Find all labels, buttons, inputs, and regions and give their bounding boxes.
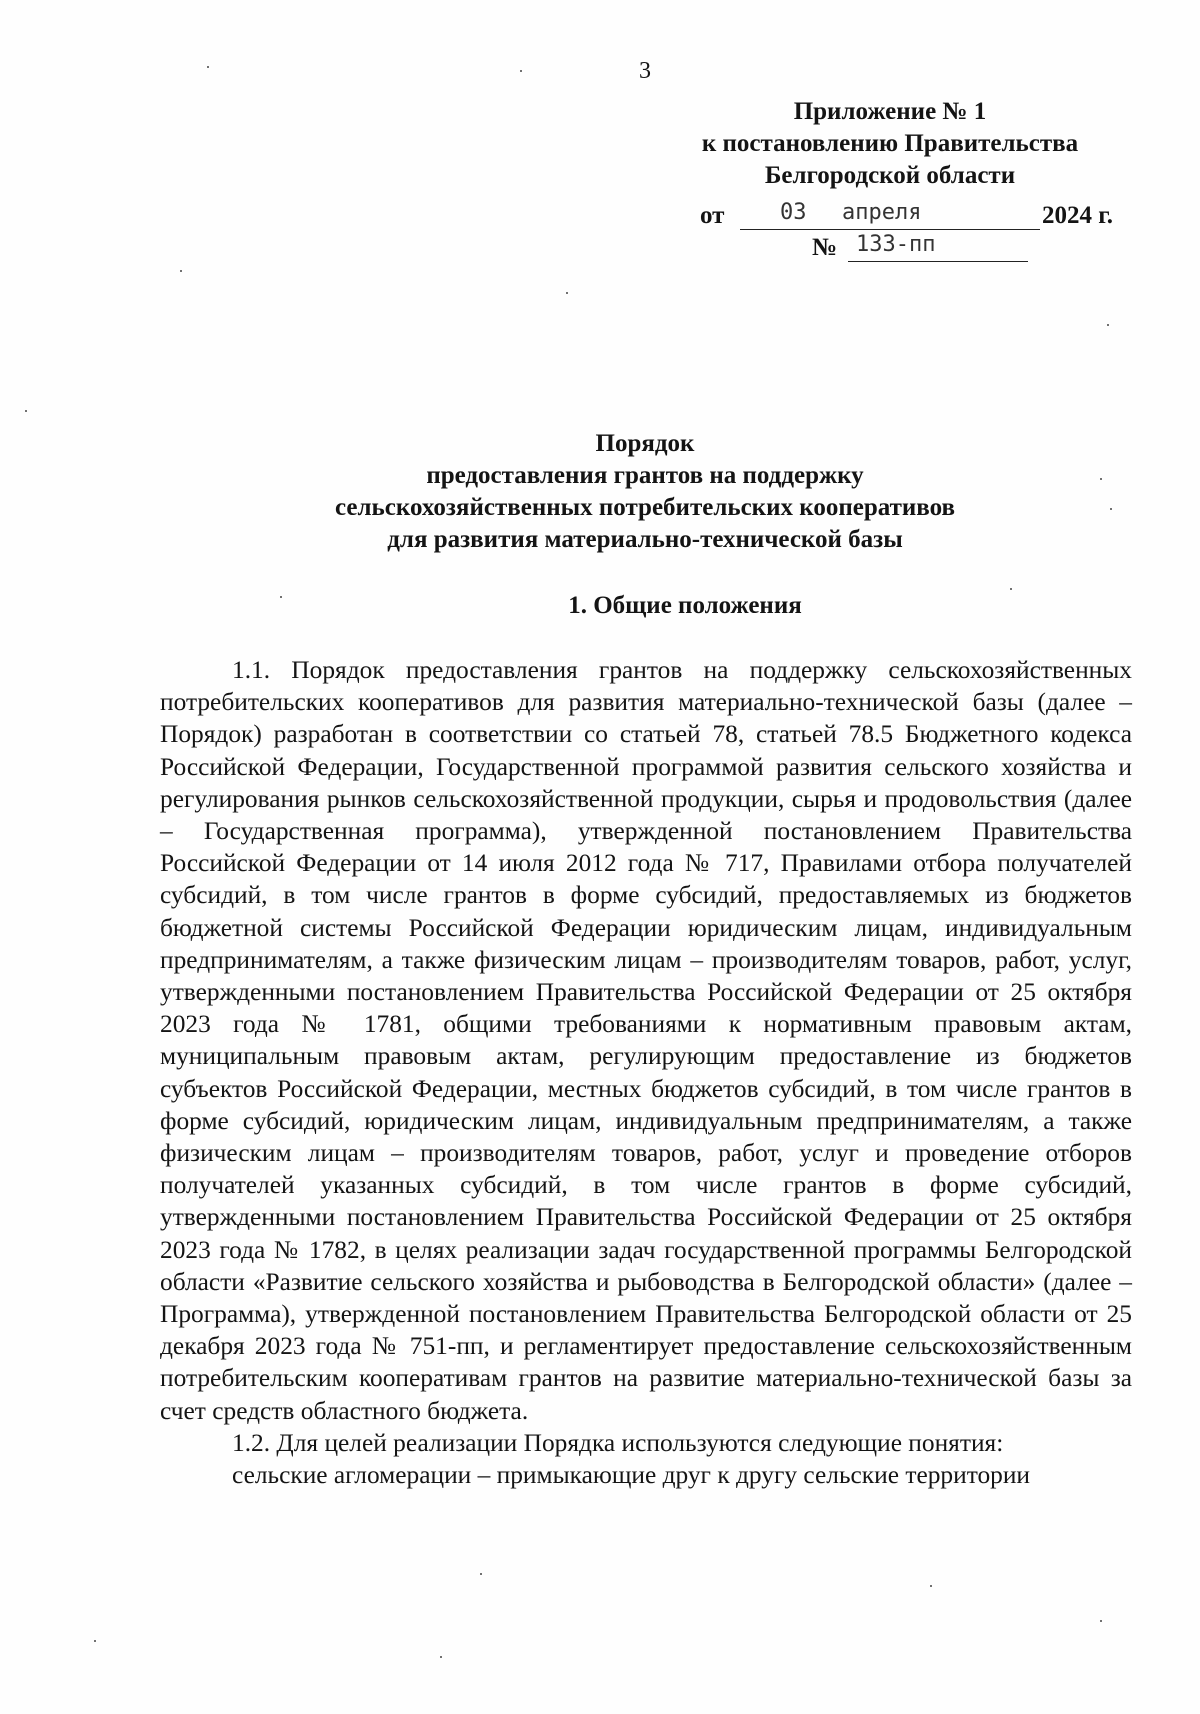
title-line-4: для развития материально-технической базы <box>387 526 903 553</box>
scan-speck <box>520 70 522 72</box>
date-prefix: от <box>700 202 725 229</box>
scan-speck <box>1100 1620 1102 1622</box>
scan-speck <box>207 66 209 68</box>
section-heading: 1. Общие положения <box>568 592 802 619</box>
document-title <box>150 428 1140 556</box>
number-underline <box>848 261 1028 262</box>
scan-speck <box>480 1573 482 1575</box>
document-number: 133-пп <box>856 232 936 257</box>
appendix-resolution-ref: к постановлению Правительства <box>701 130 1079 157</box>
date-year: 2024 г. <box>1042 202 1114 229</box>
date-underline <box>740 229 1040 230</box>
scan-speck <box>1010 588 1012 590</box>
title-line-3: сельскохозяйственных потребительских кооперативов <box>335 494 955 521</box>
appendix-date-row <box>700 202 1130 236</box>
appendix-region: Белгородской области <box>764 162 1016 189</box>
scan-speck <box>930 1585 932 1587</box>
paragraph-1-2: 1.2. Для целей реализации Порядка используются следующие понятия: <box>232 1428 1004 1457</box>
paragraph-1-1: 1.1. Порядок предоставления грантов на поддержку сельскохозяйственных потребительских кооперативов для развития материально-технической базы (далее – Порядок) разработан в соответствии со статьей 78, статьей 78.5 Бюджетного кодекса Российской Федерации, Государственной программой развития сельского хозяйства и регулирования рынков сельскохозяйственной продукции, сырья и продовольствия (далее – Государственная программа), утвержденной постановлением Правительства Российской Федерации от 14 июля 2012 года № 717, Правилами отбора получателей субсидий, в том числе грантов в форме субсидий, предоставляемых из бюджетов бюджетной системы Российской Федерации юридическим лицам, индивидуальным предпринимателям, а также физическим лицам – производителям товаров, работ, услуг, утвержденными постановлением Правительства Российской Федерации от 25 октября 2023 года № 1781, общими требованиями к нормативным правовым актам, муниципальным правовым актам, регулирующим предоставление из бюджетов субъектов Российской Федерации, местных бюджетов субсидий, в том числе грантов в форме субсидий, юридическим лицам, индивидуальным предпринимателям, а также физическим лицам – производителям товаров, работ, услуг и проведение отборов получателей указанных субсидий, в том числе грантов в форме субсидий, утвержденными постановлением Правительства Российской Федерации от 25 октября 2023 года № 1782, в целях реализации задач государственной программы Белгородской области «Развитие сельского хозяйства и рыбоводства в Белгородской области» (далее – Программа), утвержденной постановлением Правительства Белгородской области от 25 декабря 2023 года № 751-пп, и регламентирует предоставление сельскохозяйственным потребительским кооперативам грантов на развитие материально-технической базы за счет средств областного бюджета. <box>160 656 1132 1425</box>
scan-speck <box>180 270 182 272</box>
title-line-1: Порядок <box>595 430 695 457</box>
scan-speck <box>1107 324 1109 326</box>
page-number: 3 <box>639 58 651 84</box>
scan-speck <box>280 596 282 598</box>
appendix-title: Приложение № 1 <box>793 98 987 125</box>
paragraph-definition: сельские агломерации – примыкающие друг к другу сельские территории <box>232 1461 1031 1490</box>
date-month: апреля <box>842 200 922 225</box>
title-line-2: предоставления грантов на поддержку <box>426 462 864 489</box>
number-sign: № <box>812 234 838 261</box>
scan-speck <box>440 1656 442 1658</box>
scan-speck <box>566 292 568 294</box>
appendix-number-row <box>812 234 1032 268</box>
scan-speck <box>1110 508 1112 510</box>
scan-speck <box>1100 478 1102 480</box>
date-day: 03 <box>780 200 807 225</box>
body-text <box>160 654 1132 1491</box>
scan-speck <box>94 1640 96 1642</box>
appendix-header <box>660 96 1120 192</box>
scan-speck <box>25 410 27 412</box>
